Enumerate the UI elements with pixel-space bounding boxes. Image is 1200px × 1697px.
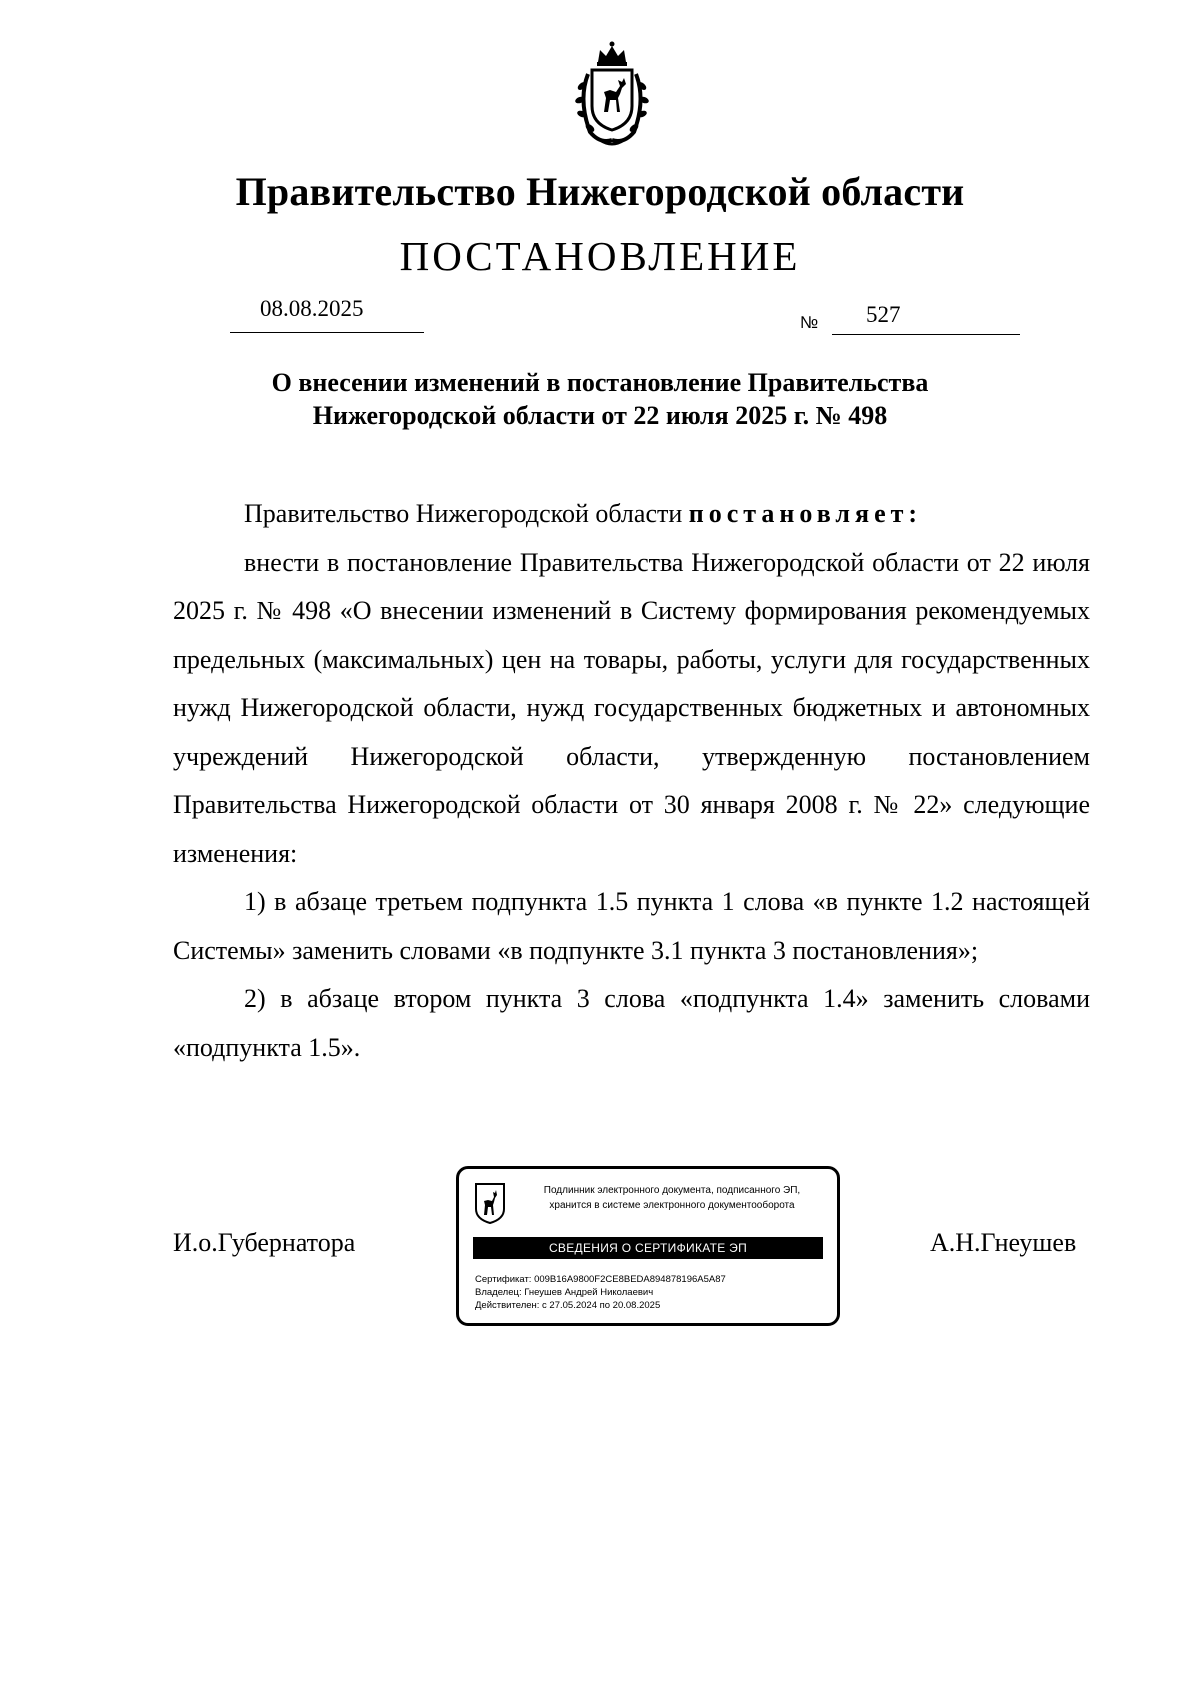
certificate-serial: Сертификат: 009B16A9800F2CE8BEDA894878196A5A87 xyxy=(475,1274,726,1285)
document-type: ПОСТАНОВЛЕНИЕ xyxy=(399,233,801,279)
coat-of-arms-icon xyxy=(570,40,654,148)
deer-emblem-icon xyxy=(473,1181,507,1225)
subject-line-1: О внесении изменений в постановление Правительства xyxy=(271,368,929,397)
paragraph-item-1: 1) в абзаце третьем подпункта 1.5 пункта 1 слова «в пункте 1.2 настоящей Системы» заменить словами «в подпункте 3.1 пункта 3 постановления»; xyxy=(173,887,1090,965)
preamble-verb: постановляет: xyxy=(688,499,923,528)
document-date-field xyxy=(230,296,424,333)
certificate-validity: Действителен: с 27.05.2024 по 20.08.2025 xyxy=(475,1300,661,1311)
signatory-name: А.Н.Гнеушев xyxy=(930,1228,1077,1257)
organization-title: Правительство Нижегородской области xyxy=(235,169,965,214)
certificate-details xyxy=(475,1273,827,1312)
preamble-prefix: Правительство Нижегородской области xyxy=(244,499,683,528)
document-date: 08.08.2025 xyxy=(260,296,364,321)
document-number-field xyxy=(832,302,1020,335)
certificate-owner: Владелец: Гнеушев Андрей Николаевич xyxy=(475,1287,654,1298)
document-number: 527 xyxy=(866,302,901,327)
stamp-note xyxy=(517,1183,827,1213)
preamble xyxy=(173,490,1090,539)
subject-line-2: Нижегородской области от 22 июля 2025 г. № 498 xyxy=(312,401,888,430)
certificate-banner: СВЕДЕНИЯ О СЕРТИФИКАТЕ ЭП xyxy=(473,1237,823,1259)
number-sign: № xyxy=(800,313,819,332)
document-body xyxy=(173,490,1090,1072)
e-signature-stamp xyxy=(456,1166,840,1326)
paragraph-main: внести в постановление Правительства Нижегородской области от 22 июля 2025 г. № 498 «О внесении изменений в Систему формирования рекомендуемых предельных (максимальных) цен на товары, работы, услуги для государственных нужд Нижегородской области, нужд государственных бюджетных и автономных учреждений Нижегородской области, утвержденную постановлением Правительства Нижегородской области от 30 января 2008 г. № 22» следующие изменения: xyxy=(173,547,1090,868)
document-subject xyxy=(200,366,1000,432)
signatory-role: И.о.Губернатора xyxy=(173,1228,356,1257)
paragraph-item-2: 2) в абзаце втором пункта 3 слова «подпункта 1.4» заменить словами «подпункта 1.5». xyxy=(173,984,1090,1062)
stamp-note-line-1: Подлинник электронного документа, подписанного ЭП, xyxy=(543,1185,801,1196)
stamp-note-line-2: хранится в системе электронного документооборота xyxy=(549,1200,795,1211)
